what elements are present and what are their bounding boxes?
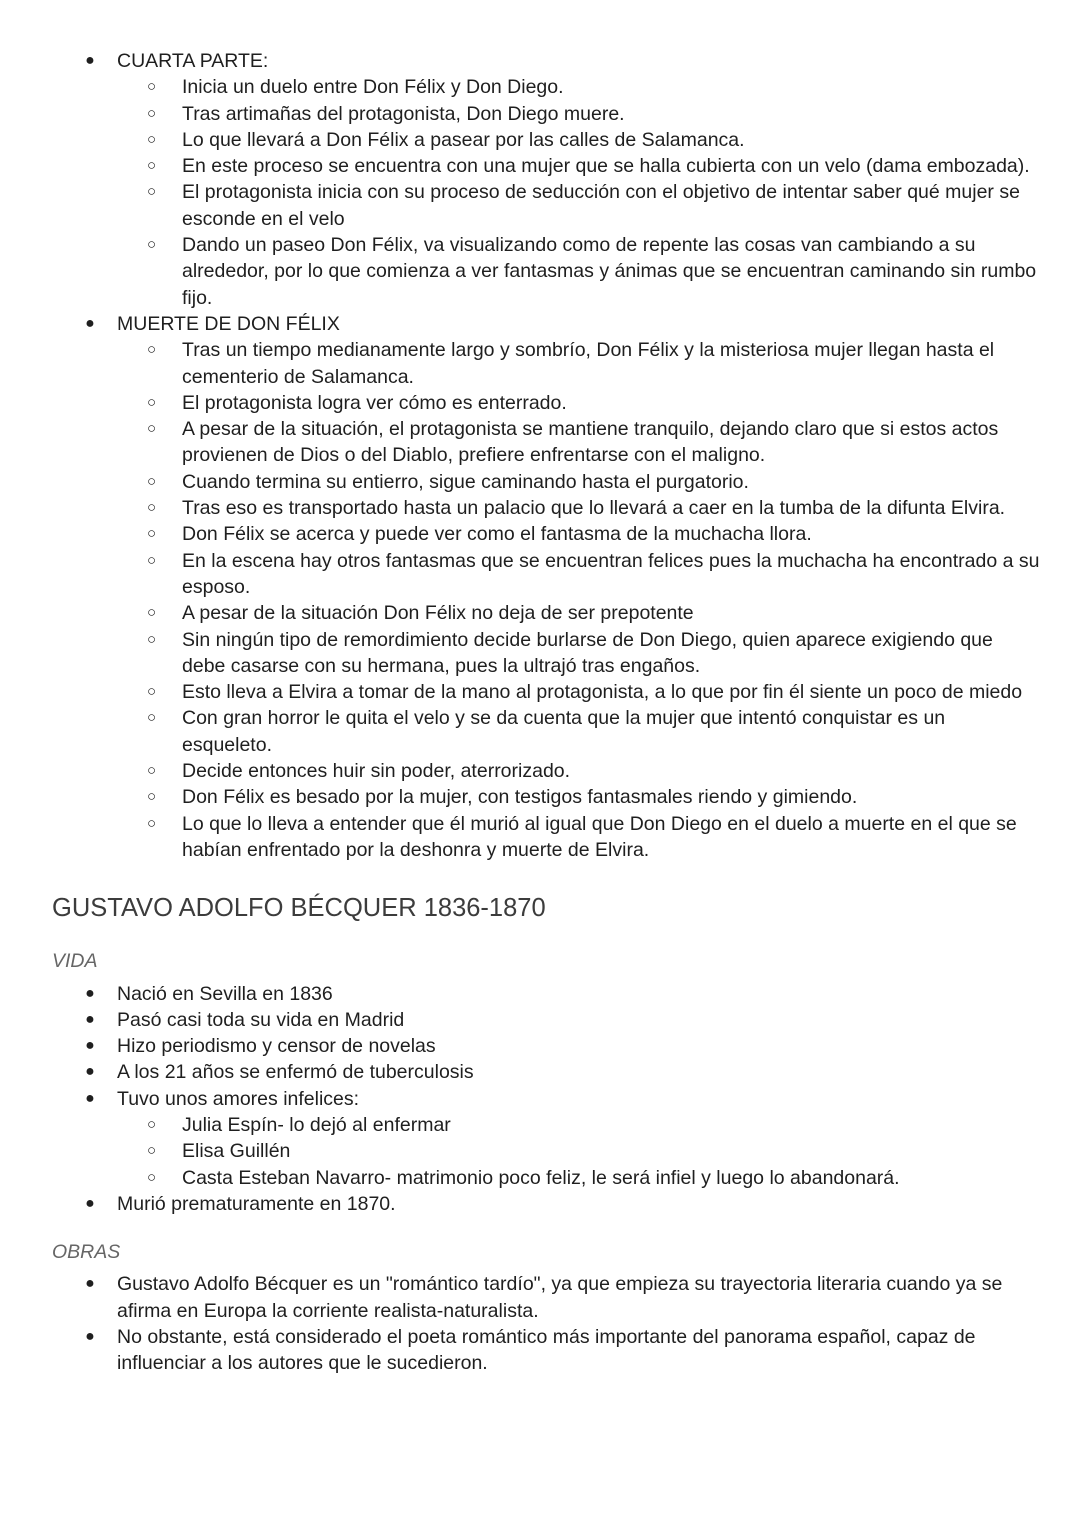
circle-bullet-icon: ○: [147, 183, 157, 201]
list-item: ○ Decide entonces huir sin poder, aterrorizado.: [117, 758, 1040, 784]
section-heading: GUSTAVO ADOLFO BÉCQUER 1836-1870: [52, 894, 546, 923]
circle-bullet-icon: ○: [147, 472, 157, 490]
sublist-cuarta-parte: [117, 74, 1040, 311]
list-item: ○ El protagonista logra ver cómo es enterrado.: [117, 390, 1040, 416]
vida-list: [52, 981, 1040, 1218]
circle-bullet-icon: ○: [147, 420, 157, 438]
list-item: ○ Con gran horror le quita el velo y se da cuenta que la mujer que intentó conquistar es un esqueleto.: [147, 707, 946, 756]
bullet-icon: ●: [85, 1010, 95, 1028]
circle-bullet-icon: ○: [147, 499, 157, 517]
circle-bullet-icon: ○: [147, 525, 157, 543]
list-item-cuarta-parte: [52, 48, 1040, 311]
summary-list: [52, 48, 1040, 863]
circle-bullet-icon: ○: [147, 236, 157, 254]
list-item: ○ Esto lleva a Elvira a tomar de la mano al protagonista, a lo que por fin él siente un poco de miedo: [117, 679, 1040, 705]
section-title: CUARTA PARTE:: [117, 50, 269, 72]
list-item: ● Hizo periodismo y censor de novelas: [52, 1033, 1040, 1059]
circle-bullet-icon: ○: [147, 683, 157, 701]
circle-bullet-icon: ○: [147, 1142, 157, 1160]
circle-bullet-icon: ○: [147, 104, 157, 122]
list-item: ○ A pesar de la situación, el protagonista se mantiene tranquilo, dejando claro que si estos actos provienen de Dios o del Diablo, prefiere enfrentarse con el maligno.: [147, 418, 999, 467]
bullet-icon: ●: [85, 984, 95, 1002]
subheading-vida: VIDA: [52, 950, 98, 973]
circle-bullet-icon: ○: [147, 341, 157, 359]
circle-bullet-icon: ○: [147, 709, 157, 727]
list-item: ● Gustavo Adolfo Bécquer es un "romántico tardío", ya que empieza su trayectoria literaria cuando ya se afirma en Europa la corriente realista-naturalista.: [85, 1273, 1003, 1322]
list-item: ○ Lo que lo lleva a entender que él murió al igual que Don Diego en el duelo a muerte en el que se habían enfrentado por la deshonra y muerte de Elvira.: [147, 812, 1017, 861]
bullet-icon: ●: [85, 1194, 95, 1212]
circle-bullet-icon: ○: [147, 551, 157, 569]
circle-bullet-icon: ○: [147, 630, 157, 648]
circle-bullet-icon: ○: [147, 78, 157, 96]
list-item: ● A los 21 años se enfermó de tuberculosis: [52, 1059, 1040, 1085]
list-item: ● Pasó casi toda su vida en Madrid: [52, 1007, 1040, 1033]
circle-bullet-icon: ○: [147, 788, 157, 806]
list-item: ○ En la escena hay otros fantasmas que se encuentran felices pues la muchacha ha encontrado a su esposo.: [147, 549, 1040, 598]
sublist-muerte: [117, 337, 1040, 863]
list-item: ○ Casta Esteban Navarro- matrimonio poco feliz, le será infiel y luego lo abandonará.: [117, 1165, 1040, 1191]
subheading-obras: OBRAS: [52, 1241, 121, 1264]
list-item: ○ Elisa Guillén: [117, 1138, 1040, 1164]
circle-bullet-icon: ○: [147, 814, 157, 832]
list-item: ○ Inicia un duelo entre Don Félix y Don Diego.: [117, 74, 1040, 100]
circle-bullet-icon: ○: [147, 1115, 157, 1133]
circle-bullet-icon: ○: [147, 1168, 157, 1186]
list-item: ○ El protagonista inicia con su proceso de seducción con el objetivo de intentar saber qué mujer se esconde en el velo: [147, 181, 1020, 230]
list-item: ○ Tras un tiempo medianamente largo y sombrío, Don Félix y la misteriosa mujer llegan hasta el cementerio de Salamanca.: [147, 339, 995, 388]
list-item: ● No obstante, está considerado el poeta romántico más importante del panorama español, capaz de influenciar a los autores que le sucedieron.: [85, 1326, 976, 1375]
bullet-icon: ●: [85, 1089, 95, 1107]
bullet-icon: ●: [85, 314, 95, 332]
circle-bullet-icon: ○: [147, 762, 157, 780]
list-item: ○ Julia Espín- lo dejó al enfermar: [117, 1112, 1040, 1138]
bullet-icon: ●: [85, 52, 95, 69]
bullet-icon: ●: [85, 1328, 95, 1346]
circle-bullet-icon: ○: [147, 157, 157, 175]
list-item: ● Tuvo unos amores infelices: ○ Julia Espín- lo dejó al enfermar ○ Elisa Guillén ○ Casta Esteban Navarro- matrimonio poco feliz, le será infiel y luego lo abandonará.: [52, 1086, 1040, 1191]
bullet-icon: ●: [85, 1037, 95, 1055]
circle-bullet-icon: ○: [147, 130, 157, 148]
list-item: ○ Tras artimañas del protagonista, Don Diego muere.: [117, 101, 1040, 127]
circle-bullet-icon: ○: [147, 604, 157, 622]
list-item: ○ Lo que llevará a Don Félix a pasear por las calles de Salamanca.: [117, 127, 1040, 153]
list-item: ○ Sin ningún tipo de remordimiento decide burlarse de Don Diego, quien aparece exigiendo que debe casarse con su hermana, pues la ultrajó tras engaños.: [147, 628, 993, 677]
circle-bullet-icon: ○: [147, 393, 157, 411]
list-item-muerte-don-felix: [52, 311, 1040, 863]
amores-sublist: [117, 1112, 1040, 1191]
list-item: ● Murió prematuramente en 1870.: [52, 1191, 1040, 1217]
list-item: ○ Don Félix se acerca y puede ver como el fantasma de la muchacha llora.: [117, 521, 1040, 547]
list-item: ○ A pesar de la situación Don Félix no deja de ser prepotente: [117, 600, 1040, 626]
section-title: MUERTE DE DON FÉLIX: [117, 312, 340, 335]
list-item: ○ Dando un paseo Don Félix, va visualizando como de repente las cosas van cambiando a su alrededor, por lo que comienza a ver fantasmas y ánimas que se encuentran caminando sin rumbo fijo.: [147, 234, 1037, 309]
list-item: ● Nació en Sevilla en 1836: [52, 981, 1040, 1007]
list-item: ○ Don Félix es besado por la mujer, con testigos fantasmales riendo y gimiendo.: [117, 784, 1040, 810]
list-item: ○ Cuando termina su entierro, sigue caminando hasta el purgatorio.: [117, 469, 1040, 495]
bullet-icon: ●: [85, 1063, 95, 1081]
bullet-icon: ●: [85, 1275, 95, 1293]
obras-list: [52, 1271, 1040, 1376]
list-item: ○ En este proceso se encuentra con una mujer que se halla cubierta con un velo (dama embozada).: [117, 153, 1040, 179]
list-item: ○ Tras eso es transportado hasta un palacio que lo llevará a caer en la tumba de la difunta Elvira.: [117, 495, 1040, 521]
